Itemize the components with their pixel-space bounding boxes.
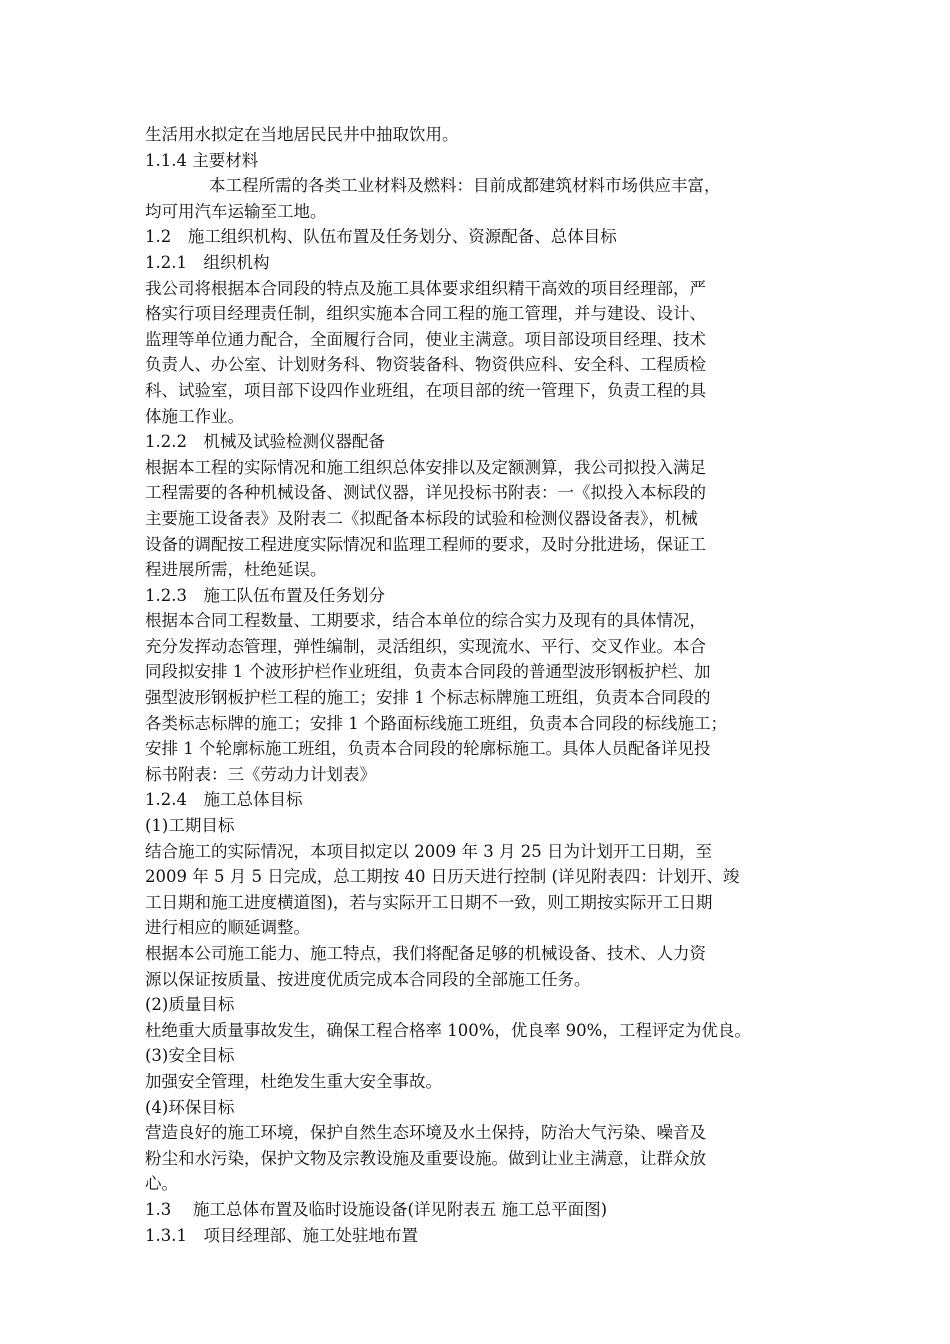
body-text-line: 我公司将根据本合同段的特点及施工具体要求组织精干高效的项目经理部，严	[145, 278, 706, 298]
body-text-line: 进行相应的顺延调整。	[145, 918, 310, 938]
body-text-line: 心。	[145, 1174, 178, 1194]
body-text-line: 均可用汽车运输至工地。	[145, 201, 327, 221]
section-heading: 1.1.4 主要材料	[145, 150, 259, 170]
section-heading: 1.2 施工组织机构、队伍布置及任务划分、资源配备、总体目标	[145, 227, 617, 247]
body-text-line: 安排 1 个轮廓标施工班组，负责本合同段的轮廓标施工。具体人员配备详见投	[145, 739, 711, 759]
body-text-line: 营造良好的施工环境，保护自然生态环境及水土保持，防治大气污染、噪音及	[145, 1123, 706, 1143]
body-text-line: 科、试验室，项目部下设四作业班组，在项目部的统一管理下，负责工程的具	[145, 380, 706, 400]
body-text-line: 体施工作业。	[145, 406, 244, 426]
body-text-line: 根据本工程的实际情况和施工组织总体安排以及定额测算，我公司拟投入满足	[145, 457, 706, 477]
body-text-line: 同段拟安排 1 个波形护栏作业班组，负责本合同段的普通型波形钢板护栏、加	[145, 662, 711, 682]
subsection-heading: (4)环保目标	[145, 1097, 235, 1117]
body-text-line: 标书附表：三《劳动力计划表》	[145, 764, 376, 784]
body-text-line: 2009 年 5 月 5 日完成，总工期按 40 日历天进行控制 (详见附表四：计划开、竣	[145, 867, 740, 887]
document-body	[145, 122, 810, 1248]
section-heading: 1.3 施工总体布置及临时设施设备(详见附表五 施工总平面图)	[145, 1199, 608, 1219]
section-heading: 1.2.4 施工总体目标	[145, 790, 303, 810]
body-text-line: 根据本合同工程数量、工期要求，结合本单位的综合实力及现有的具体情况，	[145, 611, 706, 631]
body-text-line: 结合施工的实际情况，本项目拟定以 2009 年 3 月 25 日为计划开工日期，至	[145, 841, 712, 861]
body-text-line: 杜绝重大质量事故发生，确保工程合格率 100%，优良率 90%，工程评定为优良。	[145, 1020, 751, 1040]
subsection-heading: (1)工期目标	[145, 816, 235, 836]
body-text-line: 源以保证按质量、按进度优质完成本合同段的全部施工任务。	[145, 969, 591, 989]
subsection-heading: (2)质量目标	[145, 995, 235, 1015]
body-text-line: 根据本公司施工能力、施工特点，我们将配备足够的机械设备、技术、人力资	[145, 944, 706, 963]
body-text-line: 充分发挥动态管理，弹性编制，灵活组织，实现流水、平行、交叉作业。本合	[145, 636, 706, 656]
body-text-line: 工日期和施工进度横道图)，若与实际开工日期不一致，则工期按实际开工日期	[145, 892, 713, 912]
subsection-heading: (3)安全目标	[145, 1046, 235, 1066]
section-heading: 1.2.1 组织机构	[145, 252, 270, 272]
body-text-line: 各类标志标牌的施工；安排 1 个路面标线施工班组，负责本合同段的标线施工；	[145, 713, 727, 733]
section-heading: 1.3.1 项目经理部、施工处驻地布置	[145, 1225, 418, 1245]
body-text-line: 设备的调配按工程进度实际情况和监理工程师的要求，及时分批进场，保证工	[145, 534, 706, 554]
body-text-line: 监理等单位通力配合，全面履行合同，使业主满意。项目部设项目经理、技术	[145, 329, 706, 349]
body-text-line: 工程需要的各种机械设备、测试仪器，详见投标书附表：一《拟投入本标段的	[145, 483, 706, 503]
body-text-line: 程进展所需，杜绝延误。	[145, 560, 327, 580]
body-text-line: 格实行项目经理责任制，组织实施本合同工程的施工管理，并与建设、设计、	[145, 304, 706, 324]
body-text-line: 加强安全管理，杜绝发生重大安全事故。	[145, 1071, 442, 1091]
body-text-line: 粉尘和水污染，保护文物及宗教设施及重要设施。做到让业主满意，让群众放	[145, 1148, 706, 1168]
body-text-line: 生活用水拟定在当地居民民井中抽取饮用。	[145, 125, 459, 144]
body-text-line: 强型波形钢板护栏工程的施工；安排 1 个标志标牌施工班组，负责本合同段的	[145, 688, 711, 708]
body-text-line: 主要施工设备表》及附表二《拟配备本标段的试验和检测仪器设备表》，机械	[145, 508, 698, 528]
body-text-line: 负责人、办公室、计划财务科、物资装备科、物资供应科、安全科、工程质检	[145, 355, 706, 375]
body-text-line: 本工程所需的各类工业材料及燃料：目前成都建筑材料市场供应丰富，	[209, 176, 721, 196]
section-heading: 1.2.3 施工队伍布置及任务划分	[145, 585, 385, 605]
section-heading: 1.2.2 机械及试验检测仪器配备	[145, 432, 385, 452]
